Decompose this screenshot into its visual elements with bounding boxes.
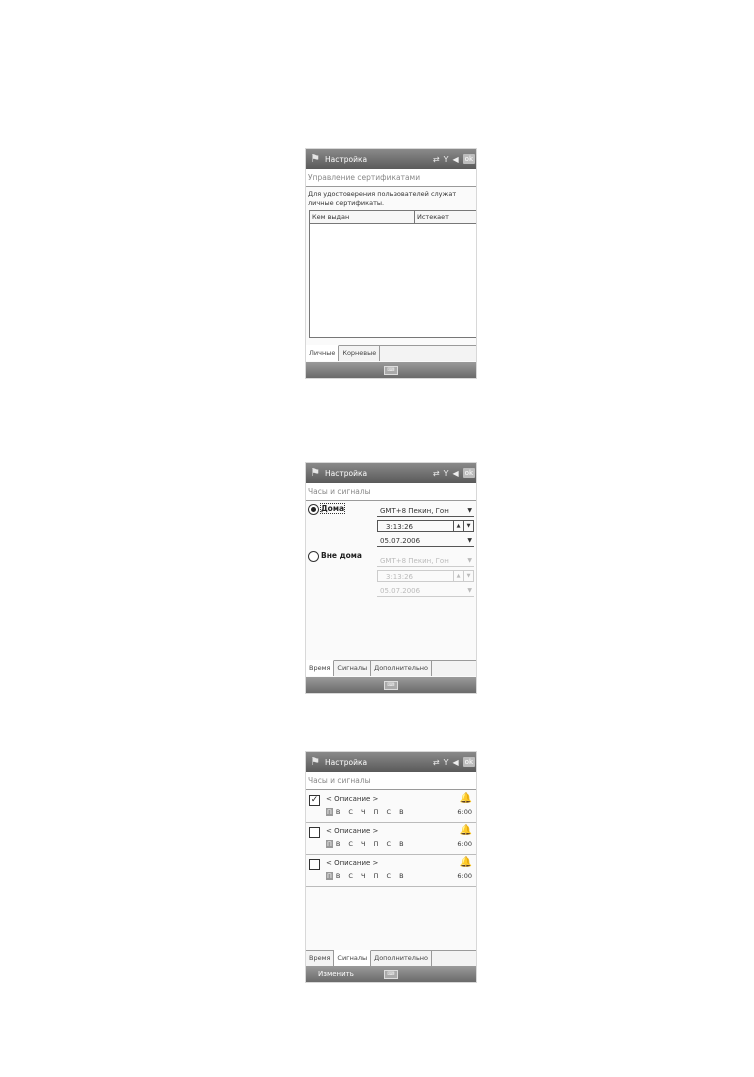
tab-bar [306, 950, 476, 966]
connectivity-icon[interactable]: ⇄ [432, 757, 440, 767]
windows-start-icon[interactable]: ⚑ [310, 755, 320, 768]
connectivity-icon[interactable]: ⇄ [432, 468, 440, 478]
alarm-checkbox[interactable] [309, 827, 320, 838]
keyboard-icon[interactable]: ⌨ [384, 970, 398, 979]
title-bar [306, 463, 476, 483]
column-header-issued-by[interactable]: Кем выдан [310, 211, 415, 223]
spin-up-icon[interactable]: ▲ [453, 521, 463, 532]
menu-bar [306, 966, 476, 982]
dropdown-arrow-icon[interactable]: ▼ [467, 507, 472, 514]
windows-start-icon[interactable]: ⚑ [310, 466, 320, 479]
description-text: Для удостоверения пользователей служат личные сертификаты. [308, 190, 457, 207]
alarm-description[interactable]: < Описание > [326, 827, 379, 835]
away-time-value: 3:13:26 [386, 573, 413, 581]
home-radio[interactable] [308, 504, 319, 515]
alarm-day-selected[interactable]: П [327, 840, 332, 848]
alarm-checkbox[interactable] [309, 859, 320, 870]
alarm-item[interactable] [306, 823, 476, 855]
page-title: Управление сертификатами [306, 169, 476, 187]
ok-button[interactable]: ok [464, 758, 473, 766]
alarm-days-rest: В С Ч П С В [335, 808, 407, 816]
alarm-days[interactable] [326, 872, 407, 880]
tab-more[interactable]: Дополнительно [371, 661, 432, 676]
away-timezone-select[interactable] [377, 555, 474, 567]
volume-icon[interactable]: ◀ [452, 757, 459, 767]
home-timezone-select[interactable] [377, 505, 474, 517]
alarm-description[interactable]: < Описание > [326, 859, 379, 867]
ok-button[interactable]: ok [464, 469, 473, 477]
tab-alarms[interactable]: Сигналы [334, 661, 371, 676]
windows-start-icon[interactable]: ⚑ [310, 152, 320, 165]
volume-icon[interactable]: ◀ [452, 154, 459, 164]
away-time-input[interactable] [377, 570, 474, 582]
alarm-bell-icon[interactable]: 🔔 [459, 793, 472, 804]
alarm-time[interactable]: 6:00 [457, 840, 472, 848]
tab-time[interactable]: Время [306, 951, 334, 966]
away-date-value: 05.07.2006 [380, 587, 421, 595]
spin-down-icon[interactable]: ▼ [463, 521, 473, 532]
alarm-bell-icon[interactable]: 🔔 [459, 857, 472, 868]
away-timezone-value: GMT+8 Пекин, Гон [380, 557, 449, 565]
menu-bar [306, 362, 476, 378]
alarm-days[interactable] [326, 840, 407, 848]
tab-time[interactable]: Время [306, 660, 334, 676]
menu-bar [306, 677, 476, 693]
tab-alarms[interactable]: Сигналы [334, 950, 371, 966]
alarm-day-selected[interactable]: П [327, 808, 332, 816]
app-title: Настройка [325, 154, 368, 164]
tab-personal[interactable]: Личные [306, 345, 339, 361]
dropdown-arrow-icon[interactable]: ▼ [467, 587, 472, 594]
alarm-bell-icon[interactable]: 🔔 [459, 825, 472, 836]
home-time-input[interactable] [377, 520, 474, 532]
alarm-checkbox[interactable]: ✓ [310, 795, 319, 805]
away-date-select[interactable] [377, 585, 474, 597]
signal-icon[interactable]: Y [443, 468, 449, 478]
keyboard-icon[interactable]: ⌨ [384, 681, 398, 690]
tab-more[interactable]: Дополнительно [371, 951, 432, 966]
page-title: Часы и сигналы [306, 772, 476, 790]
page-title: Часы и сигналы [306, 483, 476, 501]
away-radio[interactable] [308, 551, 319, 562]
clock-screen [305, 462, 477, 694]
volume-icon[interactable]: ◀ [452, 468, 459, 478]
certificate-list[interactable] [309, 210, 477, 338]
dropdown-arrow-icon[interactable]: ▼ [467, 557, 472, 564]
spin-down-icon[interactable]: ▼ [463, 571, 473, 582]
tab-bar [306, 345, 476, 361]
alarm-day-selected[interactable]: П [327, 872, 332, 880]
tab-bar [306, 660, 476, 676]
signal-icon[interactable]: Y [443, 757, 449, 767]
home-date-select[interactable] [377, 535, 474, 547]
dropdown-arrow-icon[interactable]: ▼ [467, 537, 472, 544]
alarm-description[interactable]: < Описание > [326, 795, 379, 803]
home-date-value: 05.07.2006 [380, 537, 421, 545]
title-bar [306, 149, 476, 169]
certificates-screen [305, 148, 477, 379]
alarms-screen [305, 751, 477, 983]
keyboard-icon[interactable]: ⌨ [384, 366, 398, 375]
ok-button[interactable]: ok [464, 155, 473, 163]
alarm-time[interactable]: 6:00 [457, 872, 472, 880]
tab-root[interactable]: Корневые [339, 346, 380, 361]
signal-icon[interactable]: Y [443, 154, 449, 164]
app-title: Настройка [325, 468, 368, 478]
alarm-days[interactable] [326, 808, 407, 816]
connectivity-icon[interactable]: ⇄ [432, 154, 440, 164]
alarm-days-rest: В С Ч П С В [335, 840, 407, 848]
alarm-item[interactable] [306, 791, 476, 823]
alarm-time[interactable]: 6:00 [457, 808, 472, 816]
alarm-item[interactable] [306, 855, 476, 887]
app-title: Настройка [325, 757, 368, 767]
home-label[interactable]: Дома [321, 504, 345, 513]
away-label[interactable]: Вне дома [321, 551, 362, 560]
list-header [310, 211, 476, 224]
column-header-expires[interactable]: Истекает [417, 213, 449, 221]
alarm-days-rest: В С Ч П С В [335, 872, 407, 880]
edit-softkey[interactable]: Изменить [318, 970, 354, 978]
title-bar [306, 752, 476, 772]
home-time-value: 3:13:26 [386, 523, 413, 531]
spin-up-icon[interactable]: ▲ [453, 571, 463, 582]
home-timezone-value: GMT+8 Пекин, Гон [380, 507, 449, 515]
